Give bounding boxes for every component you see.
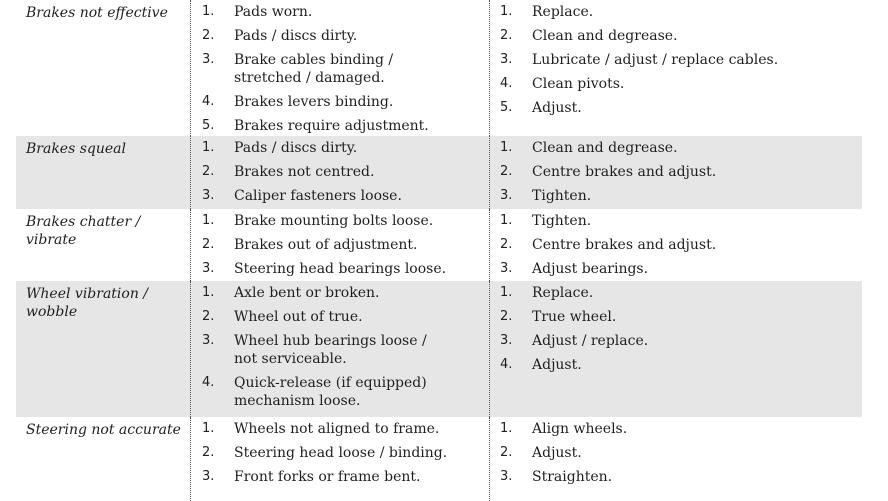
item-number: 4. bbox=[500, 76, 513, 91]
causes-cell bbox=[190, 209, 489, 281]
item-number: 3. bbox=[202, 261, 215, 276]
item-number: 4. bbox=[202, 94, 215, 109]
remedy-item bbox=[500, 468, 862, 486]
item-text: Brakes require adjustment. bbox=[234, 118, 429, 134]
item-text: Straighten. bbox=[532, 469, 613, 485]
causes-cell bbox=[190, 0, 489, 136]
symptom-cell: Wheel vibration / wobble bbox=[26, 286, 149, 320]
item-text: Clean and degrease. bbox=[532, 140, 678, 156]
remedy-item bbox=[500, 3, 862, 21]
item-number: 5. bbox=[202, 118, 215, 133]
symptom-cell: Brakes not effective bbox=[26, 5, 168, 21]
item-text bbox=[234, 332, 489, 368]
item-number: 5. bbox=[500, 100, 513, 115]
item-text: Brakes levers binding. bbox=[234, 94, 394, 110]
item-text: Adjust. bbox=[532, 357, 582, 373]
item-number: 1. bbox=[202, 285, 215, 300]
remedies-cell bbox=[489, 281, 862, 417]
item-number: 1. bbox=[202, 140, 215, 155]
remedy-item bbox=[500, 444, 862, 462]
item-number: 2. bbox=[500, 164, 513, 179]
cause-item bbox=[202, 212, 489, 230]
cause-item bbox=[202, 374, 489, 410]
cause-item bbox=[202, 284, 489, 302]
item-number: 2. bbox=[500, 28, 513, 43]
table-row bbox=[16, 417, 862, 501]
table-row bbox=[16, 281, 862, 417]
remedies-cell bbox=[489, 417, 862, 501]
item-number: 3. bbox=[202, 333, 215, 348]
item-text: Adjust bearings. bbox=[532, 261, 649, 277]
item-text-line: Wheel hub bearings loose / bbox=[234, 333, 427, 349]
item-number: 3. bbox=[202, 52, 215, 67]
cause-item bbox=[202, 93, 489, 111]
remedy-item bbox=[500, 99, 862, 117]
remedy-item bbox=[500, 51, 862, 69]
symptom-cell: Brakes chatter / vibrate bbox=[26, 214, 141, 248]
item-text: Centre brakes and adjust. bbox=[532, 237, 717, 253]
item-number: 3. bbox=[500, 333, 513, 348]
item-number: 2. bbox=[202, 164, 215, 179]
item-text bbox=[234, 51, 489, 87]
item-text-line: stretched / damaged. bbox=[234, 70, 385, 86]
cause-item bbox=[202, 420, 489, 438]
remedy-item bbox=[500, 332, 862, 350]
cause-item bbox=[202, 260, 489, 278]
item-text: Tighten. bbox=[532, 213, 592, 229]
remedy-item bbox=[500, 212, 862, 230]
causes-cell bbox=[190, 136, 489, 209]
remedy-item bbox=[500, 27, 862, 45]
remedy-item bbox=[500, 75, 862, 93]
item-number: 3. bbox=[500, 188, 513, 203]
item-text: Lubricate / adjust / replace cables. bbox=[532, 52, 779, 68]
item-number: 1. bbox=[202, 421, 215, 436]
cause-item bbox=[202, 139, 489, 157]
remedy-item bbox=[500, 420, 862, 438]
item-text: Adjust / replace. bbox=[532, 333, 649, 349]
item-number: 1. bbox=[202, 213, 215, 228]
item-text: Brake mounting bolts loose. bbox=[234, 213, 434, 229]
cause-item bbox=[202, 187, 489, 205]
table-row bbox=[16, 209, 862, 281]
item-number: 2. bbox=[202, 237, 215, 252]
item-number: 3. bbox=[500, 261, 513, 276]
item-text: Brakes out of adjustment. bbox=[234, 237, 418, 253]
troubleshooting-table bbox=[16, 0, 862, 501]
item-text-line: Quick-release (if equipped) bbox=[234, 375, 427, 391]
cause-item bbox=[202, 236, 489, 254]
item-number: 2. bbox=[202, 445, 215, 460]
item-text-line: Brake cables binding / bbox=[234, 52, 394, 68]
item-text: Front forks or frame bent. bbox=[234, 469, 421, 485]
causes-cell bbox=[190, 417, 489, 501]
item-text: Clean and degrease. bbox=[532, 28, 678, 44]
table-row bbox=[16, 136, 862, 209]
item-text: Align wheels. bbox=[532, 421, 628, 437]
item-text: Adjust. bbox=[532, 100, 582, 116]
item-text-line: mechanism loose. bbox=[234, 393, 361, 409]
item-number: 1. bbox=[500, 421, 513, 436]
table-row bbox=[16, 0, 862, 136]
remedies-cell bbox=[489, 0, 862, 136]
item-number: 2. bbox=[500, 237, 513, 252]
symptom-cell: Brakes squeal bbox=[26, 141, 127, 157]
item-text: Adjust. bbox=[532, 445, 582, 461]
cause-item bbox=[202, 308, 489, 326]
item-text: True wheel. bbox=[532, 309, 617, 325]
cause-item bbox=[202, 468, 489, 486]
item-number: 2. bbox=[500, 309, 513, 324]
item-number: 2. bbox=[202, 28, 215, 43]
item-text: Pads worn. bbox=[234, 4, 313, 20]
item-number: 4. bbox=[500, 357, 513, 372]
item-text: Steering head loose / binding. bbox=[234, 445, 448, 461]
symptom-cell: Steering not accurate bbox=[26, 422, 181, 438]
item-number: 2. bbox=[202, 309, 215, 324]
remedies-cell bbox=[489, 209, 862, 281]
item-text: Wheel out of true. bbox=[234, 309, 363, 325]
cause-item bbox=[202, 27, 489, 45]
item-text: Axle bent or broken. bbox=[234, 285, 380, 301]
remedy-item bbox=[500, 139, 862, 157]
item-text-line: not serviceable. bbox=[234, 351, 347, 367]
item-number: 1. bbox=[500, 140, 513, 155]
item-number: 3. bbox=[202, 469, 215, 484]
remedy-item bbox=[500, 308, 862, 326]
item-text: Caliper fasteners loose. bbox=[234, 188, 402, 204]
remedies-cell bbox=[489, 136, 862, 209]
item-text: Clean pivots. bbox=[532, 76, 625, 92]
remedy-item bbox=[500, 187, 862, 205]
item-text bbox=[234, 374, 489, 410]
remedy-item bbox=[500, 236, 862, 254]
item-text: Brakes not centred. bbox=[234, 164, 375, 180]
item-number: 2. bbox=[500, 445, 513, 460]
item-number: 1. bbox=[500, 4, 513, 19]
cause-item bbox=[202, 3, 489, 21]
cause-item bbox=[202, 444, 489, 462]
item-text: Wheels not aligned to frame. bbox=[234, 421, 440, 437]
cause-item bbox=[202, 332, 489, 368]
item-text: Centre brakes and adjust. bbox=[532, 164, 717, 180]
cause-item bbox=[202, 163, 489, 181]
item-text: Replace. bbox=[532, 4, 594, 20]
item-number: 1. bbox=[202, 4, 215, 19]
cause-item bbox=[202, 51, 489, 87]
cause-item bbox=[202, 117, 489, 135]
item-text: Steering head bearings loose. bbox=[234, 261, 447, 277]
remedy-item bbox=[500, 356, 862, 374]
item-number: 3. bbox=[500, 52, 513, 67]
remedy-item bbox=[500, 163, 862, 181]
item-number: 4. bbox=[202, 375, 215, 390]
item-number: 1. bbox=[500, 213, 513, 228]
item-number: 3. bbox=[500, 469, 513, 484]
item-text: Pads / discs dirty. bbox=[234, 28, 358, 44]
remedy-item bbox=[500, 260, 862, 278]
item-number: 3. bbox=[202, 188, 215, 203]
item-text: Tighten. bbox=[532, 188, 592, 204]
item-text: Pads / discs dirty. bbox=[234, 140, 358, 156]
item-number: 1. bbox=[500, 285, 513, 300]
item-text: Replace. bbox=[532, 285, 594, 301]
remedy-item bbox=[500, 284, 862, 302]
causes-cell bbox=[190, 281, 489, 417]
